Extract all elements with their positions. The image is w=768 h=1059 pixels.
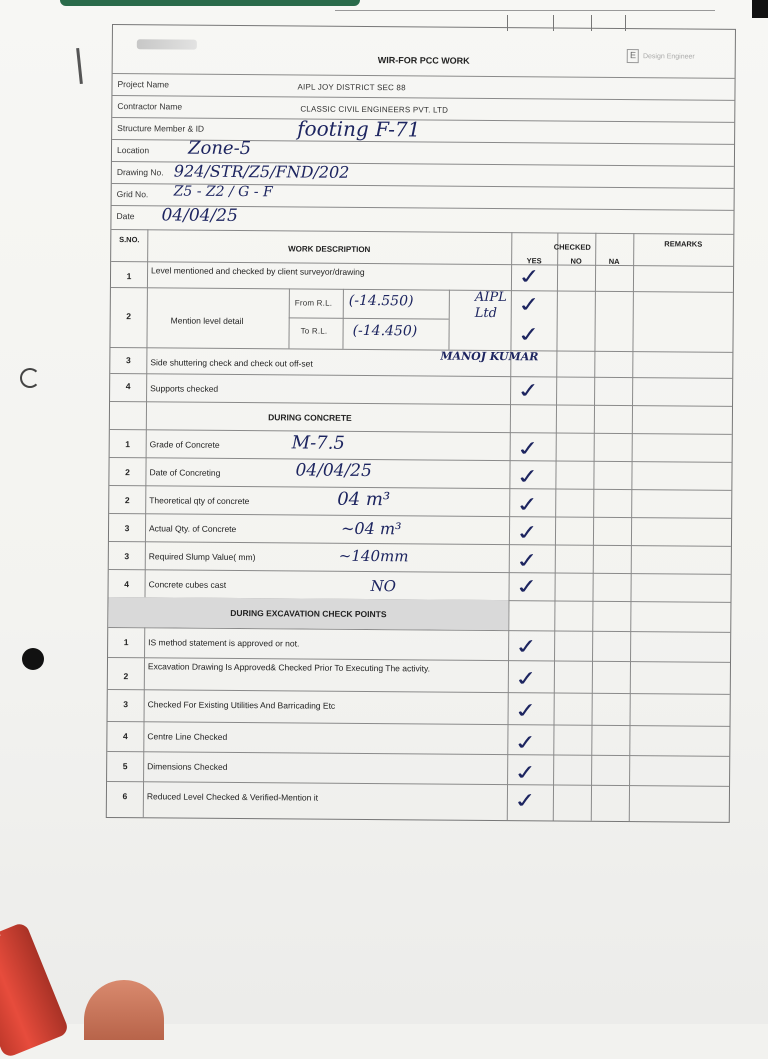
- table-row: 2 Theoretical qty of concrete 04 m³ ✓: [109, 485, 731, 519]
- table-row: 4 Concrete cubes cast NO ✓: [108, 569, 730, 603]
- table-row: 1 Level mentioned and checked by client surveyor/drawing ✓: [111, 261, 733, 293]
- company-logo: [137, 39, 197, 49]
- yes-tick: ✓: [512, 633, 541, 660]
- yes-tick: ✓: [511, 787, 540, 814]
- table-row: 2 Excavation Drawing Is Approved& Checked Prior To Executing The activity. ✓: [108, 657, 730, 695]
- form-header: [113, 25, 735, 79]
- table-row: 2 Date of Concreting 04/04/25 ✓: [109, 457, 731, 491]
- table-row-level-detail: 2 Mention level detail From R.L. To R.L. (-14.550) (-14.450) AIPL Ltd ✓ ✓: [110, 287, 732, 353]
- field-structure-member: Structure Member & ID footing F-71: [112, 117, 734, 145]
- yes-tick: ✓: [515, 291, 544, 318]
- yes-tick: ✓: [512, 697, 540, 724]
- signer-name: MANOJ KUMAR: [440, 349, 539, 364]
- yes-tick: ✓: [511, 729, 540, 756]
- finger: [84, 980, 164, 1040]
- field-contractor-name: Contractor Name CLASSIC CIVIL ENGINEERS PVT. LTD: [112, 95, 734, 123]
- form-title: WIR-FOR PCC WORK: [377, 55, 470, 66]
- field-date: Date 04/04/25: [111, 205, 733, 235]
- checklist-table: [107, 229, 734, 822]
- field-location: Location Zone-5: [112, 139, 734, 167]
- table-row: 1 IS method statement is approved or not. ✓: [108, 627, 730, 663]
- table-row: 3 Required Slump Value( mm) ~140mm ✓: [109, 541, 731, 575]
- corner-mark: [752, 0, 768, 18]
- table-row: 5 Dimensions Checked ✓: [107, 751, 729, 787]
- table-row: 3 Actual Qty. of Concrete ~04 m³ ✓: [109, 513, 731, 547]
- table-header: S.NO. WORK DESCRIPTION CHECKED YES NO NA REMARKS: [111, 229, 733, 267]
- folder-edge: [60, 0, 360, 6]
- logo-icon: E: [627, 49, 639, 63]
- yes-tick: ✓: [513, 573, 541, 600]
- yes-tick: ✓: [514, 377, 543, 404]
- table-row: 3 Side shuttering check and check out off-set MANOJ KUMAR: [110, 347, 732, 379]
- field-grid-no: Grid No. Z5 - Z2 / G - F: [112, 183, 734, 211]
- yes-tick: ✓: [513, 519, 542, 546]
- table-row: 6 Reduced Level Checked & Verified-Mention it ✓: [122, 787, 540, 814]
- table-row: 3 Checked For Existing Utilities And Barricading Etc ✓: [108, 689, 730, 727]
- yes-tick: ✓: [515, 321, 543, 348]
- client-logo: E Design Engineer: [627, 49, 695, 64]
- yes-tick: ✓: [511, 759, 540, 786]
- yes-tick: ✓: [513, 547, 542, 574]
- yes-tick: ✓: [514, 435, 542, 462]
- section-excavation: DURING EXCAVATION CHECK POINTS: [108, 597, 730, 633]
- field-project-name: Project Name AIPL JOY DISTRICT SEC 88: [112, 73, 734, 101]
- yes-tick: ✓: [513, 463, 542, 490]
- punch-hole: [22, 648, 44, 670]
- red-pen: [0, 921, 70, 1058]
- yes-tick: ✓: [512, 665, 541, 692]
- staple-mark: [76, 48, 83, 84]
- table-row: 4 Centre Line Checked ✓: [107, 721, 729, 757]
- yes-tick: ✓: [515, 263, 544, 290]
- table-row: 1 Grade of Concrete M-7.5 ✓: [110, 429, 732, 463]
- inspection-form: [106, 24, 736, 823]
- approver-signature: AIPL Ltd: [474, 289, 507, 322]
- table-row: 4 Supports checked ✓: [110, 373, 732, 407]
- yes-tick: ✓: [513, 491, 542, 518]
- field-drawing-no: Drawing No. 924/STR/Z5/FND/202: [112, 161, 734, 189]
- section-during-concrete: DURING CONCRETE: [110, 401, 732, 435]
- punch-hole-empty: [20, 368, 40, 388]
